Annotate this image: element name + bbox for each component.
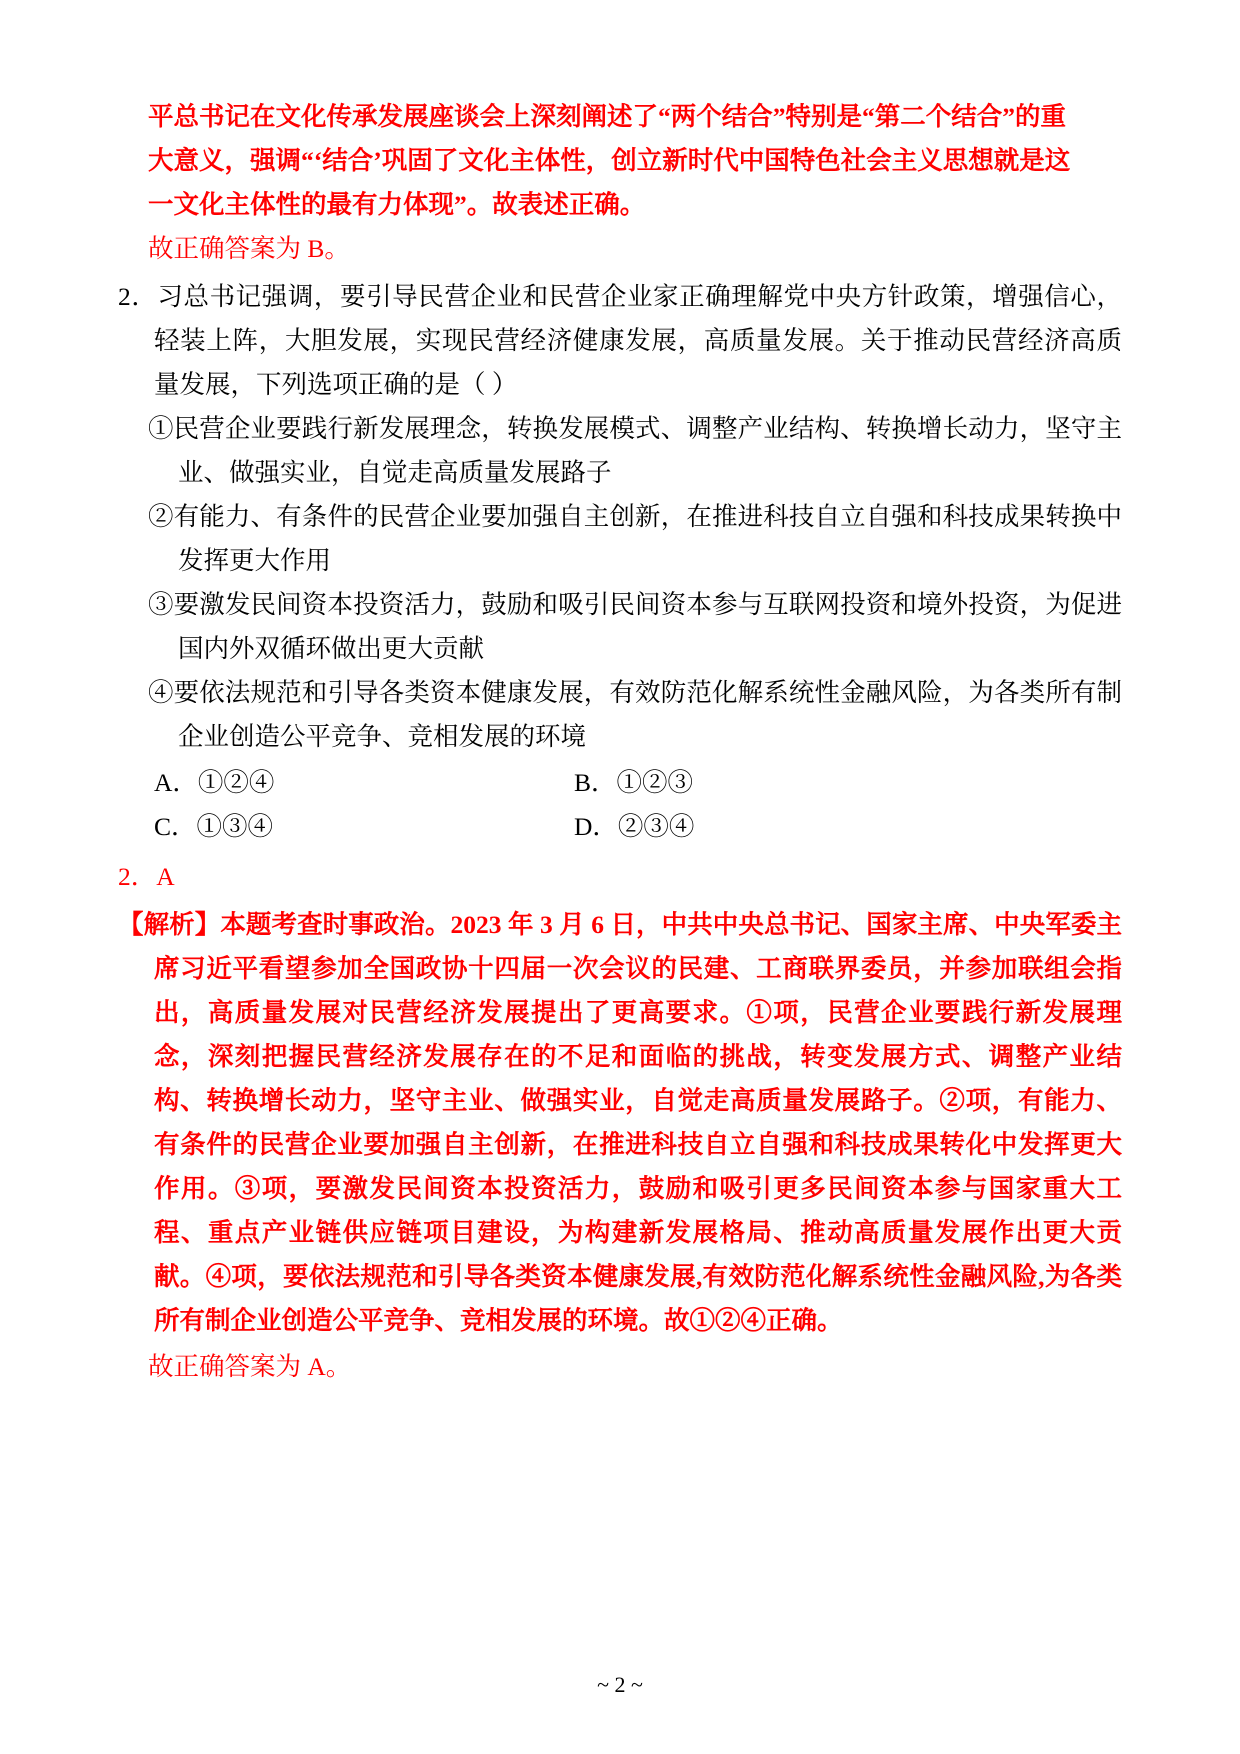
q1-expl-line-1: 平总书记在文化传承发展座谈会上深刻阐述了“两个结合”特别是“第二个结合”的重 — [148, 102, 1067, 131]
q2-item-2-marker: ② — [148, 502, 174, 531]
q2-options — [154, 761, 1122, 849]
explanation-tag: 【解析】 — [118, 910, 221, 939]
q2-item-2-text: 有能力、有条件的民营企业要加强自主创新，在推进科技自立自强和科技成果转换中发挥更大作用 — [173, 502, 1122, 575]
q2-item-4 — [148, 671, 1122, 759]
page-number: ~ 2 ~ — [597, 1672, 643, 1697]
q2-item-3-marker: ③ — [148, 590, 174, 619]
q1-expl-line-3: 一文化主体性的最有力体现”。故表述正确。 — [148, 190, 646, 219]
option-c-label: C． — [154, 812, 197, 841]
option-b[interactable] — [574, 761, 693, 805]
option-b-label: B． — [574, 768, 617, 797]
q2-item-4-text: 要依法规范和引导各类资本健康发展，有效防范化解系统性金融风险，为各类所有制企业创造公平竞争、竞相发展的环境 — [173, 678, 1122, 751]
q2-item-3-text: 要激发民间资本投资活力，鼓励和吸引民间资本参与互联网投资和境外投资，为促进国内外双循环做出更大贡献 — [173, 590, 1122, 663]
option-c[interactable] — [154, 805, 574, 849]
q2-number: 2． — [118, 282, 158, 311]
q2-item-1 — [148, 407, 1122, 495]
option-a[interactable] — [154, 761, 574, 805]
explanation-text: 本题考查时事政治。2023 年 3 月 6 日，中共中央总书记、国家主席、中央军委主席习近平看望参加全国政协十四届一次会议的民建、工商联界委员，并参加联组会指出，高质量发展对民营经济发展提出了更高要求。①项，民营企业要践行新发展理念，深刻把握民营经济发展存在的不足和面临的挑战，转变发展方式、调整产业结构、转换增长动力，坚守主业、做强实业，自觉走高质量发展路子。②项，有能力、有条件的民营企业要加强自主创新，在推进科技自立自强和科技成果转化中发挥更大作用。③项，要激发民间资本投资活力，鼓励和吸引更多民间资本参与国家重大工程、重点产业链供应链项目建设，为构建新发展格局、推动高质量发展作出更大贡献。④项，要依法规范和引导各类资本健康发展,有效防范化解系统性金融风险,为各类所有制企业创造公平竞争、竞相发展的环境。故①②④正确。 — [154, 910, 1122, 1335]
q2-item-3 — [148, 583, 1122, 671]
q1-explanation-continuation — [118, 95, 1122, 227]
q2-final-answer: 故正确答案为 A。 — [148, 1352, 352, 1381]
q2-item-1-marker: ① — [148, 414, 174, 443]
q2-answer-marker: 2．A — [118, 862, 175, 891]
q2-explanation — [118, 903, 1122, 1343]
option-a-label: A． — [154, 768, 198, 797]
option-row-1 — [154, 761, 1122, 805]
option-a-text: ①②④ — [197, 768, 275, 797]
q2-stem — [118, 275, 1122, 407]
option-d-text: ②③④ — [617, 812, 695, 841]
option-row-2 — [154, 805, 1122, 849]
option-b-text: ①②③ — [616, 768, 694, 797]
q2-item-2 — [148, 495, 1122, 583]
q1-final-answer: 故正确答案为 B。 — [148, 234, 350, 263]
q2-stem-text: 习总书记强调，要引导民营企业和民营企业家正确理解党中央方针政策，增强信心，轻装上阵，大胆发展，实现民营经济健康发展，高质量发展。关于推动民营经济高质量发展，下列选项正确的是（ ） — [154, 282, 1122, 399]
option-d-label: D． — [574, 812, 618, 841]
q2-item-1-text: 民营企业要践行新发展理念，转换发展模式、调整产业结构、转换增长动力，坚守主业、做强实业，自觉走高质量发展路子 — [173, 414, 1122, 487]
question-2 — [118, 275, 1122, 759]
q2-item-4-marker: ④ — [148, 678, 174, 707]
q1-expl-line-2: 大意义，强调“‘结合’巩固了文化主体性，创立新时代中国特色社会主义思想就是这 — [148, 146, 1071, 175]
option-d[interactable] — [574, 805, 694, 849]
option-c-text: ①③④ — [196, 812, 274, 841]
